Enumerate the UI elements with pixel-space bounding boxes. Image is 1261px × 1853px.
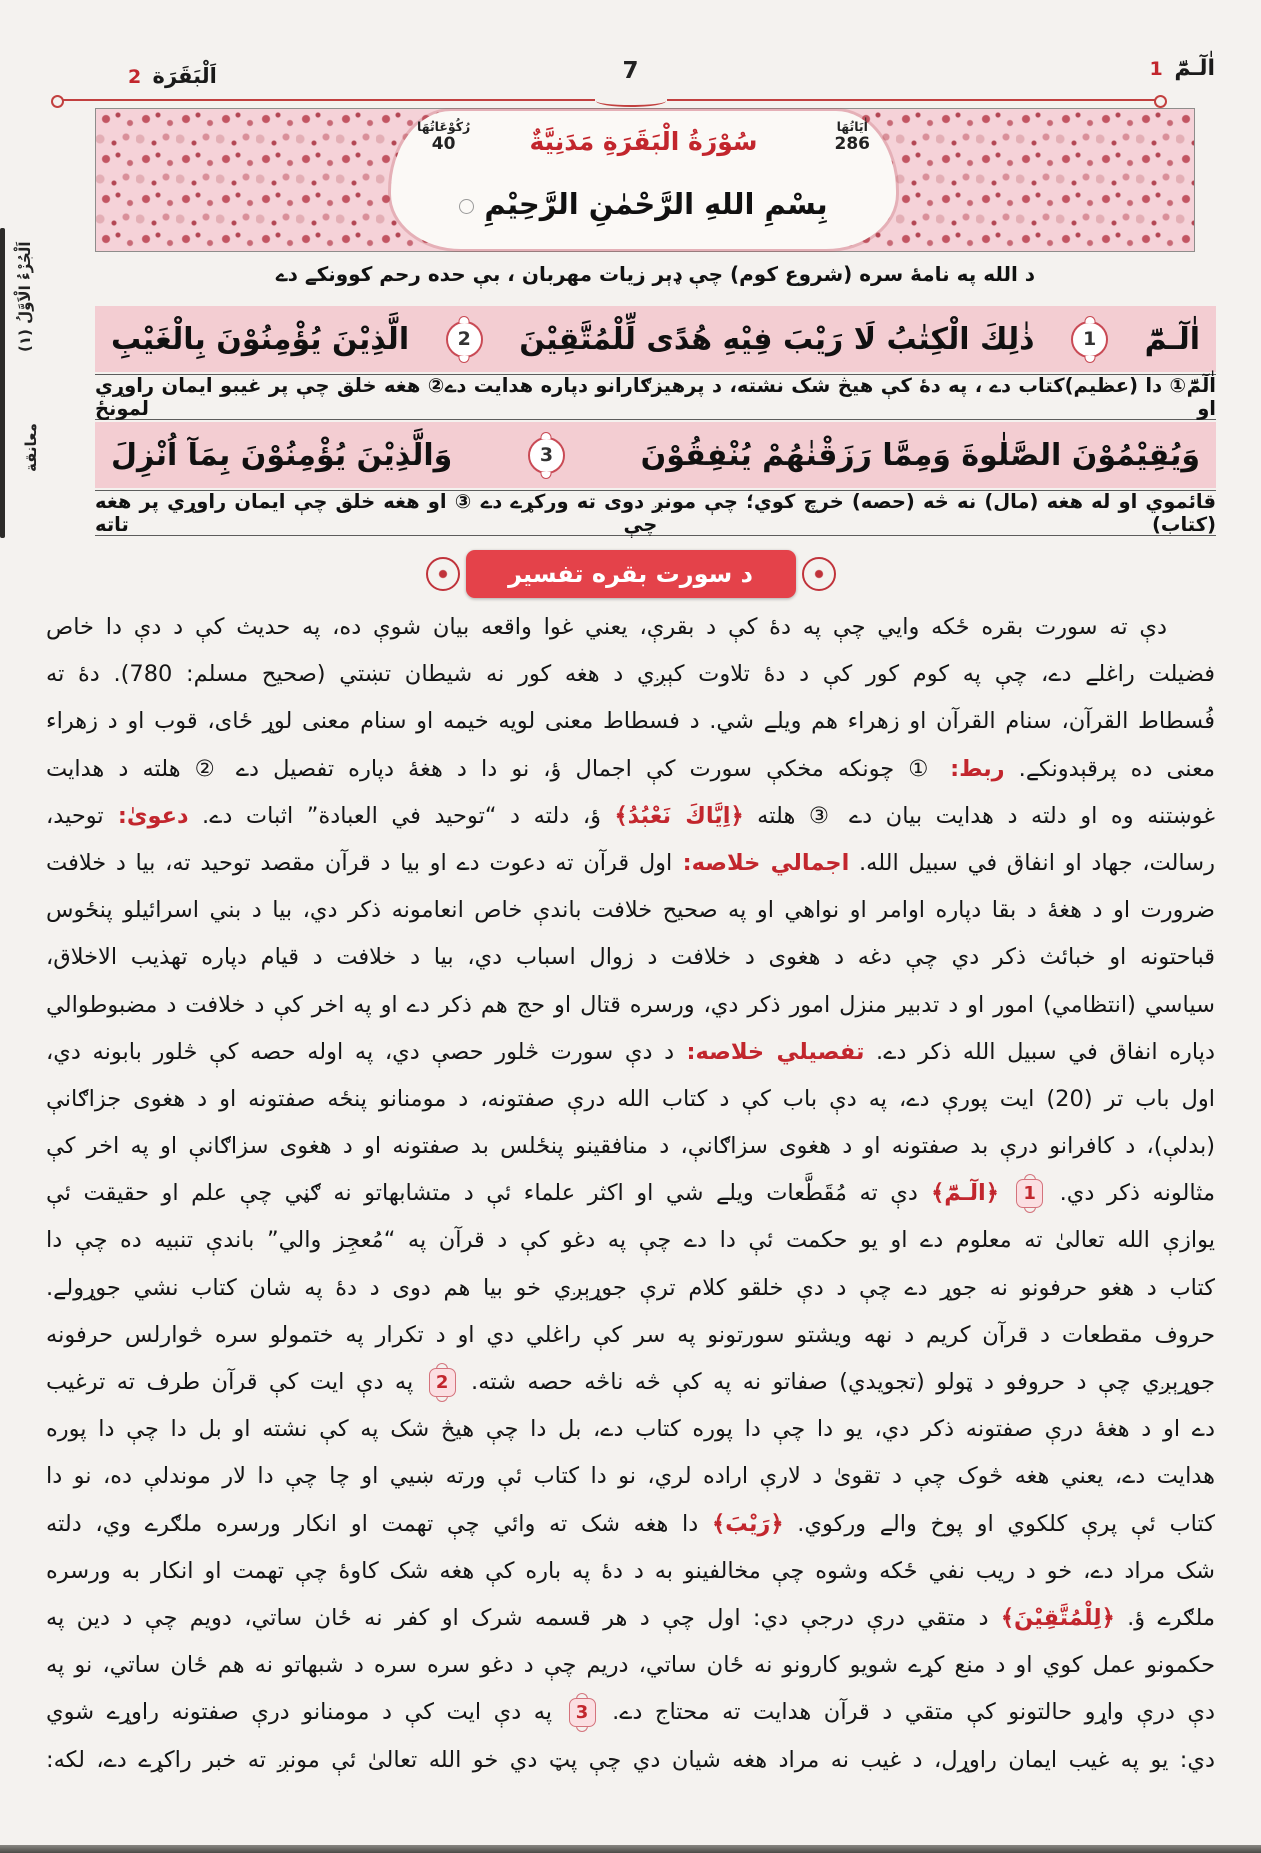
ayat-count-value: 286 xyxy=(834,134,870,154)
tafsir-line xyxy=(46,887,1215,934)
tafsir-text-segment: حکمونو عمل کوي او د منع کړے شويو کارونو نه ځان ساتي، دريم چې د دغو سره سره د شبهاتو نه هم ځان ساتي، نو په xyxy=(46,1652,1215,1679)
tafsir-text-segment: فُسطاط القرآن، سنام القرآن او زهراء هم ويلے شي. د فسطاط معنى لويه خيمه او سنام معنى لوړ ځاى، قوب او د زهراء xyxy=(46,708,1215,735)
verse-text-segment: ذٰلِكَ الْكِتٰبُ لَا رَيْبَ فِيْهِ هُدًى لِّلْمُتَّقِيْنَ xyxy=(519,321,1035,357)
verse-translation-2: قائموي او له هغه (مال) نه څه (حصه) خرچ کوي؛ چې مونږ دوى ته ورکړے دے ③ او هغه خلق چې ايمان راوړي پر هغه (کتاب) چې تاته xyxy=(95,490,1216,536)
surah-title: سُوْرَةُ الْبَقَرَةِ مَدَنِيَّةٌ xyxy=(529,127,758,156)
tafsir-line xyxy=(46,746,1215,793)
tafsir-red-phrase: اجمالي خلاصه: xyxy=(672,849,850,876)
tafsir-text-segment: توحيد، xyxy=(46,802,104,829)
tafsir-line xyxy=(46,1312,1215,1359)
header-surah-next xyxy=(128,64,217,88)
verse-end-circle-icon xyxy=(459,199,474,214)
tafsir-red-phrase: ﴿رَيْبَ﴾ xyxy=(711,1510,784,1537)
tafsir-text-segment: يوازې الله تعالىٰ ته معلوم دے او يو حکمت ئې دا دے چې په دغو کې د قرآن په “مُعجِز والي” باندې تنبيه ده چې دا xyxy=(46,1227,1215,1254)
tafsir-line xyxy=(46,934,1215,981)
tafsir-text-segment: فضيلت راغلے دے، چې په کوم کور کې د دهٔ تلاوت کېږي د هغه کور نه شيطان تښتي (صحيح مسلم: 780). دهٔ ته xyxy=(46,661,1215,688)
ruku-count-value: 40 xyxy=(431,134,456,154)
tafsir-text-segment: ضرورت او د هغهٔ د بقا دپاره اوامر او نواهي او په صحيح خلافت باندې خاص انعامونه ذکر دي، بيا د بني اسرائيلو پنځوس xyxy=(46,897,1215,924)
tafsir-text-segment: د متقي درې درجې دي: اول چې د هر قسمه شرک او کفر نه ځان ساتي، دويم چې د دين په xyxy=(46,1604,1001,1631)
tafsir-line xyxy=(46,1737,1215,1784)
page-number-ornament xyxy=(596,95,666,107)
tafsir-line xyxy=(46,1076,1215,1123)
tafsir-text-segment: دے او د هغهٔ درې صفتونه ذکر دي، يو دا چې دا پوره کتاب دے، بل دا چې هيڅ شک په کې نشته او بل دا چې دا پوره xyxy=(46,1416,1215,1443)
scan-bottom-edge xyxy=(0,1845,1261,1853)
tafsir-text-segment: قباحتونه او خبائث ذکر دي چې دغه د هغوى د خلافت د زوال اسباب دي، بيا د خلافت د قيام دپاره تهذيب الاخلاق، xyxy=(46,944,1215,971)
quran-verse-band-1 xyxy=(95,306,1216,372)
verse-translation-row-1 xyxy=(95,374,1216,420)
tafsir-line xyxy=(46,651,1215,698)
tafsir-red-phrase: دعوىٰ: xyxy=(103,802,189,829)
tafsir-text-segment: رسالت، جهاد او انفاق في سبيل الله. xyxy=(849,849,1215,876)
tafsir-section-banner xyxy=(466,550,796,598)
tafsir-red-phrase: ﴿لِلْمُتَّقِيْنَ﴾ xyxy=(1000,1604,1115,1631)
scan-edge-artifact xyxy=(0,228,5,538)
tafsir-text-segment: حروف مقطعات د قرآن کريم د نهه ويشتو سورتونو په سر کې راغلي دي او د تکرار په ختمولو سره څوارلس حرفونه xyxy=(46,1321,1215,1348)
title-cartouche xyxy=(391,111,896,249)
tafsir-line xyxy=(46,1689,1215,1736)
tafsir-text-segment: دې درې واړو حالتونو کې متقي د قرآن هدايت ته محتاج دے. xyxy=(599,1699,1215,1726)
verse-translation-row-2 xyxy=(95,490,1216,536)
ruku-count-label: رُكُوْعَاتُهَا xyxy=(417,119,471,134)
tafsir-red-phrase: تفصيلي خلاصه: xyxy=(674,1038,865,1065)
verse-number-ornament: 3 xyxy=(528,437,565,474)
tafsir-line xyxy=(46,1595,1215,1642)
floral-title-band xyxy=(95,108,1195,252)
tafsir-text-segment: شک مراد دے، خو د ريب نفي ځکه وشوه چې مخالفينو به د دهٔ په باره کې هغه شک کاوهٔ چې تهمت او انکار به ورسره xyxy=(46,1557,1215,1584)
tafsir-text-segment: مثالونه ذکر دي. xyxy=(1047,1180,1215,1207)
verse-text-segment: اٰلٓـمّٓ xyxy=(1144,321,1200,357)
tafsir-line xyxy=(46,1170,1215,1217)
ayah-number-box: 3 xyxy=(569,1698,596,1727)
tafsir-line xyxy=(46,604,1215,651)
ayah-number-box: 1 xyxy=(1016,1179,1043,1208)
tafsir-line xyxy=(46,1265,1215,1312)
header-surah-current-title: اٰلٓـمّٓ xyxy=(1174,56,1215,81)
margin-juz-label: اَلْجُزْءُ الْاَوَّلُ (١) xyxy=(16,241,34,352)
tafsir-text-segment: جوړېږي چې د حروفو د ټولو (تجويدي) صفاتو نه په کې څه ناڅه حصه شته. xyxy=(459,1369,1215,1395)
header-surah-next-number: 2 xyxy=(128,66,142,88)
tafsir-line xyxy=(46,1406,1215,1453)
verse-text-segment: الَّذِيْنَ يُؤْمِنُوْنَ بِالْغَيْبِ xyxy=(111,321,410,357)
tafsir-line xyxy=(46,1217,1215,1264)
tafsir-line xyxy=(46,1548,1215,1595)
tafsir-line xyxy=(46,1029,1215,1076)
tafsir-text-segment: ؤ، دلته د “توحيد في العبادة” اثبات دے. xyxy=(188,802,615,829)
tafsir-text-segment: ① چونکه مخکې سورت کې اجمال ؤ، نو دا د هغهٔ دپاره تفصيل دے ② هلته د هدايت xyxy=(46,755,936,782)
tafsir-text-segment: ملګرے ؤ. xyxy=(1114,1604,1215,1631)
tafsir-red-phrase: ﴿اِيَّاكَ نَعْبُدُ﴾ xyxy=(614,802,744,829)
tafsir-line xyxy=(46,1501,1215,1548)
tafsir-line xyxy=(46,1453,1215,1500)
tafsir-line xyxy=(46,982,1215,1029)
bismillah: بِسْمِ اللهِ الرَّحْمٰنِ الرَّحِيْمِ xyxy=(391,187,896,221)
tafsir-text-segment: دپاره انفاق في سبيل الله ذکر دے. xyxy=(864,1038,1215,1065)
page-number: 7 xyxy=(622,58,639,84)
tafsir-text-segment: دې ته مُقَطَّعات ويلے شي او اکثر علماء ئې د متشابهاتو نه ګڼي چې علم او حقيقت ئې xyxy=(46,1180,918,1207)
tafsir-text-segment: دي: يو په غيب ايمان راوړل، د غيب نه مراد هغه شيان دي چې پټ دي خو الله تعالىٰ ئې مونږ ته خبر راکړے دے، لکه: xyxy=(46,1746,1215,1773)
tafsir-line xyxy=(46,793,1215,840)
tafsir-text-segment: دا هغه شک ته وائي چې تهمت او انکار ورسره ملګرے وي، دلته xyxy=(46,1510,712,1537)
tafsir-line xyxy=(46,840,1215,887)
header-surah-current-number: 1 xyxy=(1149,58,1163,80)
tafsir-text-segment: غوښتنه وه او دلته د هدايت بيان دے ③ هلته xyxy=(743,802,1215,829)
ayat-count-label: اٰيَاتُهَا xyxy=(836,119,868,134)
tafsir-line xyxy=(46,1642,1215,1689)
tafsir-text-segment: په دې ايت کې د مومنانو درې صفتونه راوړے شوي xyxy=(46,1699,565,1726)
tafsir-text-segment: دې ته سورت بقره ځکه وايي چې په دهٔ کې د بقرې، يعني غوا واقعه بيان شوې ده، په حديث کې د دې دا خاص xyxy=(46,614,1167,640)
tafsir-red-phrase: ﴿الٓـمّٓ﴾ xyxy=(917,1180,1013,1207)
tafsir-text-segment: اول باب تر (20) ايت پورې دے، په دې باب کې د کتاب الله درې صفتونه، د مومنانو پنځه صفتونه او د هغوى جزاګانې xyxy=(46,1085,1215,1112)
tafsir-text-segment: هدايت دے، يعني هغه څوک چې د تقوىٰ د لارې اراده لري، نو دا کتاب ئې ورته ښيي او چا چې دا لار موندلې ده، نو دا xyxy=(46,1463,1215,1490)
tafsir-body xyxy=(46,604,1215,1784)
tafsir-red-phrase: ربط: xyxy=(935,755,1005,782)
tafsir-text-segment: کتاب ئې پرې کلکوي او پوخ والے ورکوي. xyxy=(783,1510,1215,1537)
quran-verse-band-2 xyxy=(95,422,1216,488)
tafsir-text-segment: په دې ايت کې قرآن طرف ته ترغيب xyxy=(46,1369,425,1395)
margin-muanaqa-label: معانقة xyxy=(22,423,40,472)
verse-number-ornament: 1 xyxy=(1071,321,1108,358)
verse-text-segment: وَالَّذِيْنَ يُؤْمِنُوْنَ بِمَآ اُنْزِلَ xyxy=(111,437,453,473)
tafsir-text-segment: کتاب د هغو حرفونو نه جوړ دے چې د دې خلقو کلام ترې جوړېږي خو بيا هم دوى د دهٔ په شان کتاب نشي جوړولے. xyxy=(46,1274,1215,1301)
tafsir-line xyxy=(46,698,1215,745)
tafsir-line xyxy=(46,1359,1215,1406)
header-surah-next-title: اَلْبَقَرَة xyxy=(152,64,217,88)
verse-translation-1: اٰلٓمّٓ① دا (عظيم)کتاب دے ، په دهٔ کې هيڅ شک نشته، د پرهيزګارانو دپاره هدايت دے② هغه خلق چې پر غيبو ايمان راوړي او لمونځ xyxy=(95,374,1216,420)
ayah-number-box: 2 xyxy=(429,1368,456,1397)
ruku-count-block xyxy=(417,119,470,154)
tafsir-text-segment: د دې سورت څلور حصې دي، په اوله حصه کې څلور بابونه دي، xyxy=(46,1038,675,1065)
tafsir-text-segment: (بدلې)، د کافرانو درې بد صفتونه او د هغوى سزاګانې، د منافقينو پنځلس بد صفتونه او د هغوى سزاګانې او په اخر کې xyxy=(46,1133,1215,1160)
tafsir-text-segment: اول قرآن ته دعوت دے او بيا د قرآن مقصد توحيد ته، بيا د خلافت xyxy=(46,849,673,876)
tafsir-text-segment: سياسي (انتظامي) امور او د تدبير منزل امور ذکر دي، ورسره قتال او حج هم ذکر دے او په اخر کې د خلافت د مضبوطوالي xyxy=(46,991,1215,1018)
bismillah-translation: د الله په نامهٔ سره (شروع کوم) چې ډېر زيات مهربان ، بې حده رحم کوونکے دے xyxy=(275,262,1036,286)
tafsir-text-segment: معنى ده پرقېدونکے. xyxy=(1004,755,1215,782)
verse-text-segment: وَيُقِيْمُوْنَ الصَّلٰوةَ وَمِمَّا رَزَقْنٰهُمْ يُنْفِقُوْنَ xyxy=(640,437,1200,473)
tafsir-section-title: د سورت بقره تفسير xyxy=(508,560,753,588)
verse-number-ornament: 2 xyxy=(446,321,483,358)
tafsir-line xyxy=(46,1123,1215,1170)
